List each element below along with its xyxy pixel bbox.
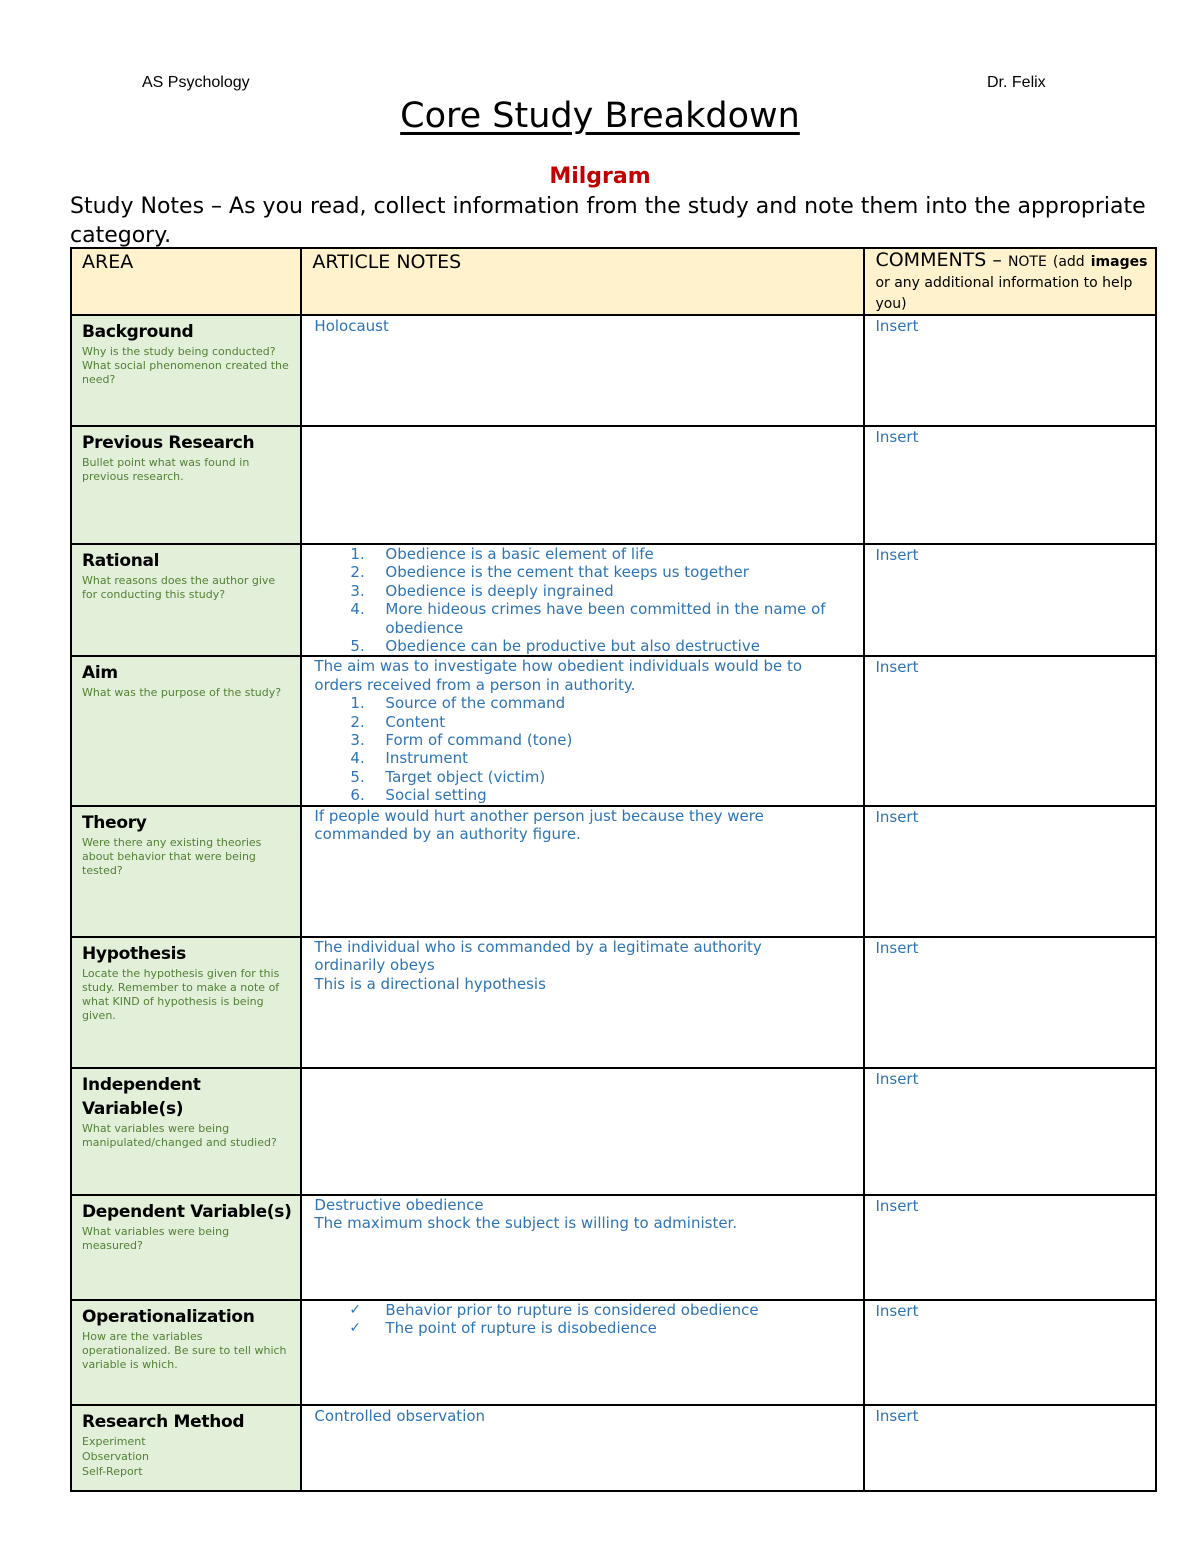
notes-cell[interactable] bbox=[301, 315, 864, 426]
table-row bbox=[71, 1405, 1156, 1491]
table-row bbox=[71, 806, 1156, 937]
area-cell bbox=[71, 1405, 301, 1491]
comment-text: Insert bbox=[875, 1069, 919, 1088]
comment-cell[interactable] bbox=[864, 544, 1156, 656]
list-item-text: Behavior prior to rupture is considered obedience bbox=[385, 1300, 759, 1319]
comment-text: Insert bbox=[875, 938, 919, 957]
area-cell bbox=[71, 806, 301, 937]
table-row bbox=[71, 315, 1156, 426]
page-title: Core Study Breakdown bbox=[400, 96, 800, 136]
comment-cell[interactable] bbox=[864, 1195, 1156, 1300]
area-cell bbox=[71, 544, 301, 656]
table-header-row bbox=[71, 248, 1156, 315]
notes-cell[interactable] bbox=[301, 1068, 864, 1195]
notes-cell[interactable] bbox=[301, 544, 864, 656]
area-description: How are the variables operationalized. Be sure to tell which variable is which. bbox=[82, 1329, 287, 1371]
comments-images-label: images bbox=[1090, 254, 1148, 270]
checkmark-icon: ✓ bbox=[349, 1320, 362, 1337]
col-notes-header: ARTICLE NOTES bbox=[312, 251, 462, 273]
comment-cell[interactable] bbox=[864, 1068, 1156, 1195]
area-cell bbox=[71, 656, 301, 805]
comment-cell[interactable] bbox=[864, 426, 1156, 544]
col-comments-header bbox=[865, 249, 1155, 314]
note-text: The individual who is commanded by a legitimate authority ordinarily obeys bbox=[314, 937, 762, 975]
comment-text: Insert bbox=[875, 1406, 919, 1425]
notes-cell[interactable] bbox=[301, 1405, 864, 1491]
notes-cell[interactable] bbox=[301, 426, 864, 544]
comment-text: Insert bbox=[875, 317, 919, 335]
comments-note-label: NOTE bbox=[1007, 254, 1047, 270]
table-row bbox=[71, 937, 1156, 1068]
notes-cell[interactable] bbox=[301, 806, 864, 937]
comment-text: Insert bbox=[875, 807, 919, 826]
list-item: Obedience is the cement that keeps us together bbox=[385, 563, 749, 582]
area-cell bbox=[71, 1300, 301, 1405]
area-title: Previous Research bbox=[82, 433, 255, 453]
comment-text: Insert bbox=[875, 658, 919, 677]
checkmark-list bbox=[314, 1301, 863, 1338]
list-item: Obedience can be productive but also destructive bbox=[385, 637, 760, 656]
area-title: Operationalization bbox=[82, 1306, 255, 1327]
table-row bbox=[71, 426, 1156, 544]
comment-text: Insert bbox=[875, 1301, 919, 1320]
comments-rest-label: or any additional information to help you) bbox=[875, 275, 1133, 312]
list-item-text: The point of rupture is disobedience bbox=[385, 1319, 657, 1338]
comment-cell[interactable] bbox=[864, 1405, 1156, 1491]
note-text: The maximum shock the subject is willing to administer. bbox=[314, 1214, 738, 1233]
table-row bbox=[71, 656, 1156, 805]
comment-text: Insert bbox=[875, 1196, 919, 1215]
note-text: The aim was to investigate how obedient individuals would be to orders received from a person in authority. bbox=[314, 657, 803, 694]
col-area-header: AREA bbox=[82, 251, 134, 273]
area-description: What variables were being measured? bbox=[82, 1224, 230, 1252]
area-title: Hypothesis bbox=[82, 943, 186, 964]
area-cell bbox=[71, 315, 301, 426]
list-item: Form of command (tone) bbox=[385, 731, 573, 750]
area-cell bbox=[71, 1195, 301, 1300]
course-name: AS Psychology bbox=[142, 74, 250, 91]
teacher-name: Dr. Felix bbox=[987, 74, 1046, 91]
instructions: Study Notes – As you read, collect information from the study and note them into the appropriate category. bbox=[70, 194, 1146, 248]
study-name: Milgram bbox=[549, 164, 651, 189]
list-item: Target object (victim) bbox=[385, 767, 546, 786]
area-cell bbox=[71, 1068, 301, 1195]
list-item: Obedience is a basic element of life bbox=[385, 545, 654, 563]
comment-cell[interactable] bbox=[864, 937, 1156, 1068]
list-item: Obedience is deeply ingrained bbox=[385, 581, 614, 600]
checkmark-icon: ✓ bbox=[349, 1301, 362, 1318]
table-row bbox=[71, 1068, 1156, 1195]
area-cell bbox=[71, 426, 301, 544]
area-title: Aim bbox=[82, 663, 118, 684]
area-description: Self-Report bbox=[82, 1464, 143, 1478]
comments-add-label: (add bbox=[1052, 254, 1085, 270]
comments-label: COMMENTS – bbox=[875, 249, 1002, 271]
list-item: Content bbox=[385, 712, 446, 731]
area-description: What reasons does the author give for conducting this study? bbox=[82, 574, 276, 601]
area-description: Locate the hypothesis given for this study. Remember to make a note of what KIND of hypothesis is being given. bbox=[82, 966, 280, 1022]
notes-cell[interactable] bbox=[301, 1195, 864, 1300]
area-cell bbox=[71, 937, 301, 1068]
note-text: Controlled observation bbox=[314, 1406, 486, 1425]
list-item bbox=[314, 1301, 863, 1319]
comment-cell[interactable] bbox=[864, 656, 1156, 805]
list-item: More hideous crimes have been committed in the name of obedience bbox=[385, 600, 826, 637]
area-description: Experiment bbox=[82, 1434, 146, 1448]
area-description: What variables were being manipulated/changed and studied? bbox=[82, 1121, 277, 1149]
list-item: Social setting bbox=[385, 786, 487, 805]
comment-text: Insert bbox=[875, 428, 919, 446]
area-title: Background bbox=[82, 322, 194, 342]
area-title: Rational bbox=[82, 551, 160, 571]
breakdown-table bbox=[70, 247, 1157, 1492]
comment-text: Insert bbox=[875, 546, 919, 564]
area-description: Why is the study being conducted? What social phenomenon created the need? bbox=[82, 345, 289, 386]
area-title: Independent Variable(s) bbox=[82, 1074, 201, 1119]
comment-cell[interactable] bbox=[864, 1300, 1156, 1405]
notes-cell[interactable] bbox=[301, 1300, 864, 1405]
list-item: Source of the command bbox=[385, 694, 566, 713]
notes-cell[interactable] bbox=[301, 656, 864, 805]
numbered-list bbox=[314, 694, 863, 804]
area-description: Observation bbox=[82, 1449, 149, 1463]
list-item bbox=[314, 1319, 863, 1337]
note-text: Destructive obedience bbox=[314, 1195, 484, 1214]
area-title: Theory bbox=[82, 812, 147, 833]
note-text: If people would hurt another person just because they were commanded by an authority figure. bbox=[314, 806, 764, 844]
note-text: Holocaust bbox=[314, 317, 389, 335]
numbered-list bbox=[314, 545, 863, 655]
area-description: Bullet point what was found in previous research. bbox=[82, 456, 250, 483]
area-description: What was the purpose of the study? bbox=[82, 686, 282, 700]
area-description: Were there any existing theories about behavior that were being tested? bbox=[82, 835, 262, 877]
note-text: This is a directional hypothesis bbox=[314, 974, 546, 993]
comment-cell[interactable] bbox=[864, 806, 1156, 937]
area-title: Dependent Variable(s) bbox=[82, 1201, 292, 1222]
comment-cell[interactable] bbox=[864, 315, 1156, 426]
list-item: Instrument bbox=[385, 749, 468, 768]
table-row bbox=[71, 544, 1156, 656]
table-row bbox=[71, 1300, 1156, 1405]
area-title: Research Method bbox=[82, 1411, 245, 1432]
notes-cell[interactable] bbox=[301, 937, 864, 1068]
table-row bbox=[71, 1195, 1156, 1300]
